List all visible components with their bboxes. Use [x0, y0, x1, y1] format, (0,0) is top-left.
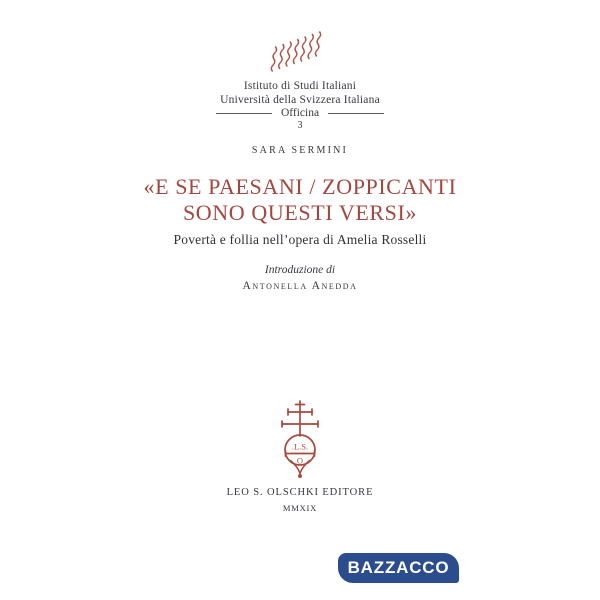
emblem-initial-bottom: O	[296, 455, 304, 466]
author-name: SARA SERMINI	[251, 145, 349, 156]
series-number: 3	[297, 120, 303, 131]
series-rule-left	[216, 113, 272, 114]
emblem-initials-top: .L.S.	[291, 441, 309, 452]
series-name: Officina	[280, 107, 320, 119]
book-subtitle: Povertà e follia nell’opera di Amelia Rosselli	[173, 232, 427, 247]
bazzacco-badge-label: BAZZACCO	[347, 558, 450, 577]
series-rule-right	[328, 113, 384, 114]
publisher-emblem-icon	[278, 398, 322, 482]
series-row	[0, 107, 600, 119]
publisher-name: LEO S. OLSCHKI EDITORE	[226, 487, 374, 498]
book-title-line1: «E SE PAESANI / ZOPPICANTI	[143, 174, 457, 199]
bazzacco-badge	[338, 553, 459, 583]
wave-mark-icon	[264, 26, 336, 80]
book-title-line2: SONO QUESTI VERSI»	[182, 200, 418, 225]
book-title	[0, 174, 600, 226]
introduction-author: Antonella Anedda	[242, 280, 358, 292]
institute-line2: Università della Svizzera Italiana	[220, 93, 380, 106]
institute-line1: Istituto di Studi Italiani	[243, 80, 357, 92]
introduction-label: Introduzione di	[264, 264, 336, 276]
publication-year: MMXIX	[282, 503, 318, 513]
institute-name	[0, 80, 600, 107]
